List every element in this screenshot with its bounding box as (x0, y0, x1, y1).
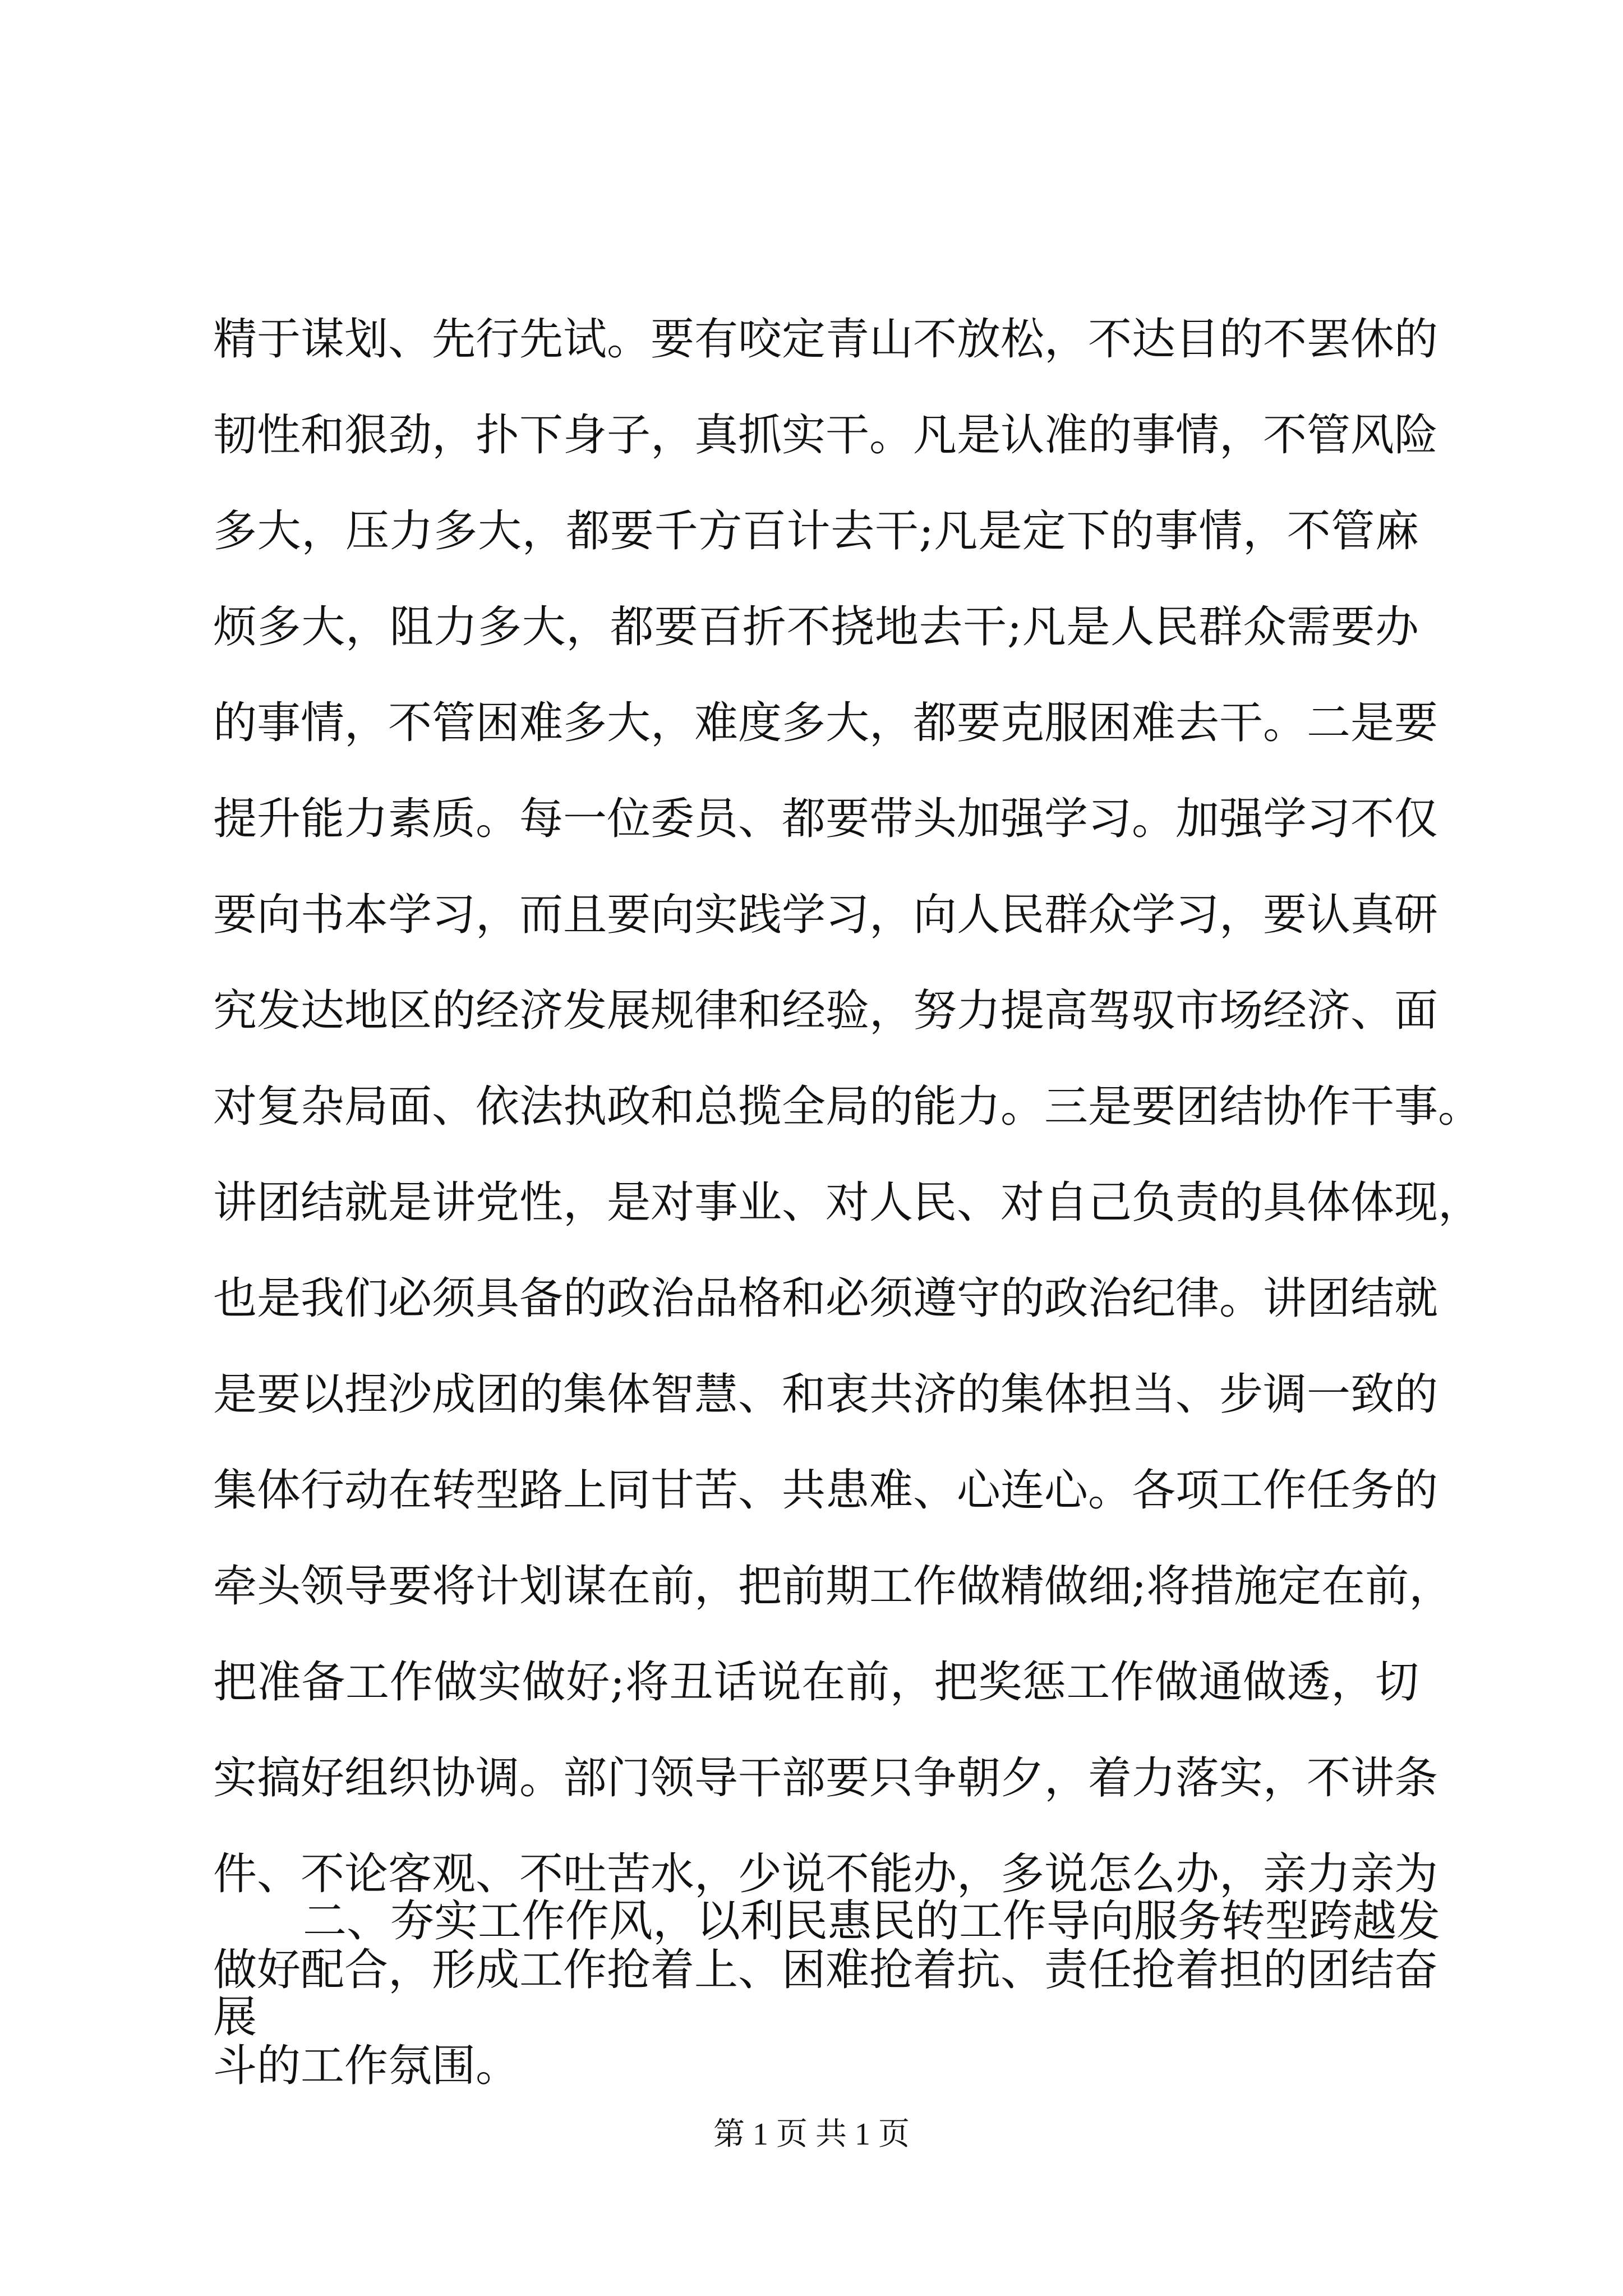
paragraph-line: 讲团结就是讲党性，是对事业、对人民、对自己负责的具体体现， (213, 1177, 1482, 1228)
paragraph-line: 也是我们必须具备的政治品格和必须遵守的政治纪律。讲团结就 (213, 1273, 1438, 1324)
paragraph-line: 集体行动在转型路上同甘苦、共患难、心连心。各项工作任务的 (213, 1465, 1438, 1516)
paragraph-line: 究发达地区的经济发展规律和经验，努力提高驾驭市场经济、面 (213, 986, 1438, 1036)
paragraph-line: 实搞好组织协调。部门领导干部要只争朝夕，着力落实，不讲条 (213, 1753, 1438, 1803)
paragraph-line: 提升能力素质。每一位委员、都要带头加强学习。加强学习不仅 (213, 794, 1438, 844)
page-footer: 第 1 页 共 1 页 (713, 2117, 910, 2152)
paragraph-line: 的事情，不管困难多大，难度多大，都要克服困难去干。二是要 (213, 698, 1438, 748)
heading-line: 展 (213, 1992, 257, 2042)
paragraph-line: 韧性和狠劲，扑下身子，真抓实干。凡是认准的事情，不管风险 (213, 410, 1438, 461)
body-paragraph (213, 292, 1482, 2114)
paragraph-line: 要向书本学习，而且要向实践学习，向人民群众学习，要认真研 (213, 890, 1438, 940)
paragraph-line: 是要以捏沙成团的集体智慧、和衷共济的集体担当、步调一致的 (213, 1369, 1438, 1420)
paragraph-line: 斗的工作氛围。 (213, 2041, 520, 2091)
paragraph-line: 牵头领导要将计划谋在前，把前期工作做精做细;将措施定在前， (213, 1561, 1453, 1612)
paragraph-line: 多大，压力多大，都要千方百计去干;凡是定下的事情，不管麻 (213, 506, 1419, 556)
paragraph-line: 精于谋划、先行先试。要有咬定青山不放松，不达目的不罢休的 (213, 314, 1438, 365)
paragraph-line: 对复杂局面、依法执政和总揽全局的能力。三是要团结协作干事。 (213, 1082, 1482, 1132)
paragraph-line: 烦多大，阻力多大，都要百折不挠地去干;凡是人民群众需要办 (213, 602, 1419, 652)
paragraph-line: 把准备工作做实做好;将丑话说在前，把奖惩工作做通做透，切 (213, 1657, 1419, 1708)
paragraph-line: 做好配合，形成工作抢着上、困难抢着抗、责任抢着担的团结奋 (213, 1945, 1438, 1995)
heading-line: 二、夯实工作作风，以利民惠民的工作导向服务转型跨越发 (303, 1896, 1441, 1947)
paragraph-line: 件、不论客观、不吐苦水，少说不能办，多说怎么办，亲力亲为 (213, 1849, 1438, 1899)
